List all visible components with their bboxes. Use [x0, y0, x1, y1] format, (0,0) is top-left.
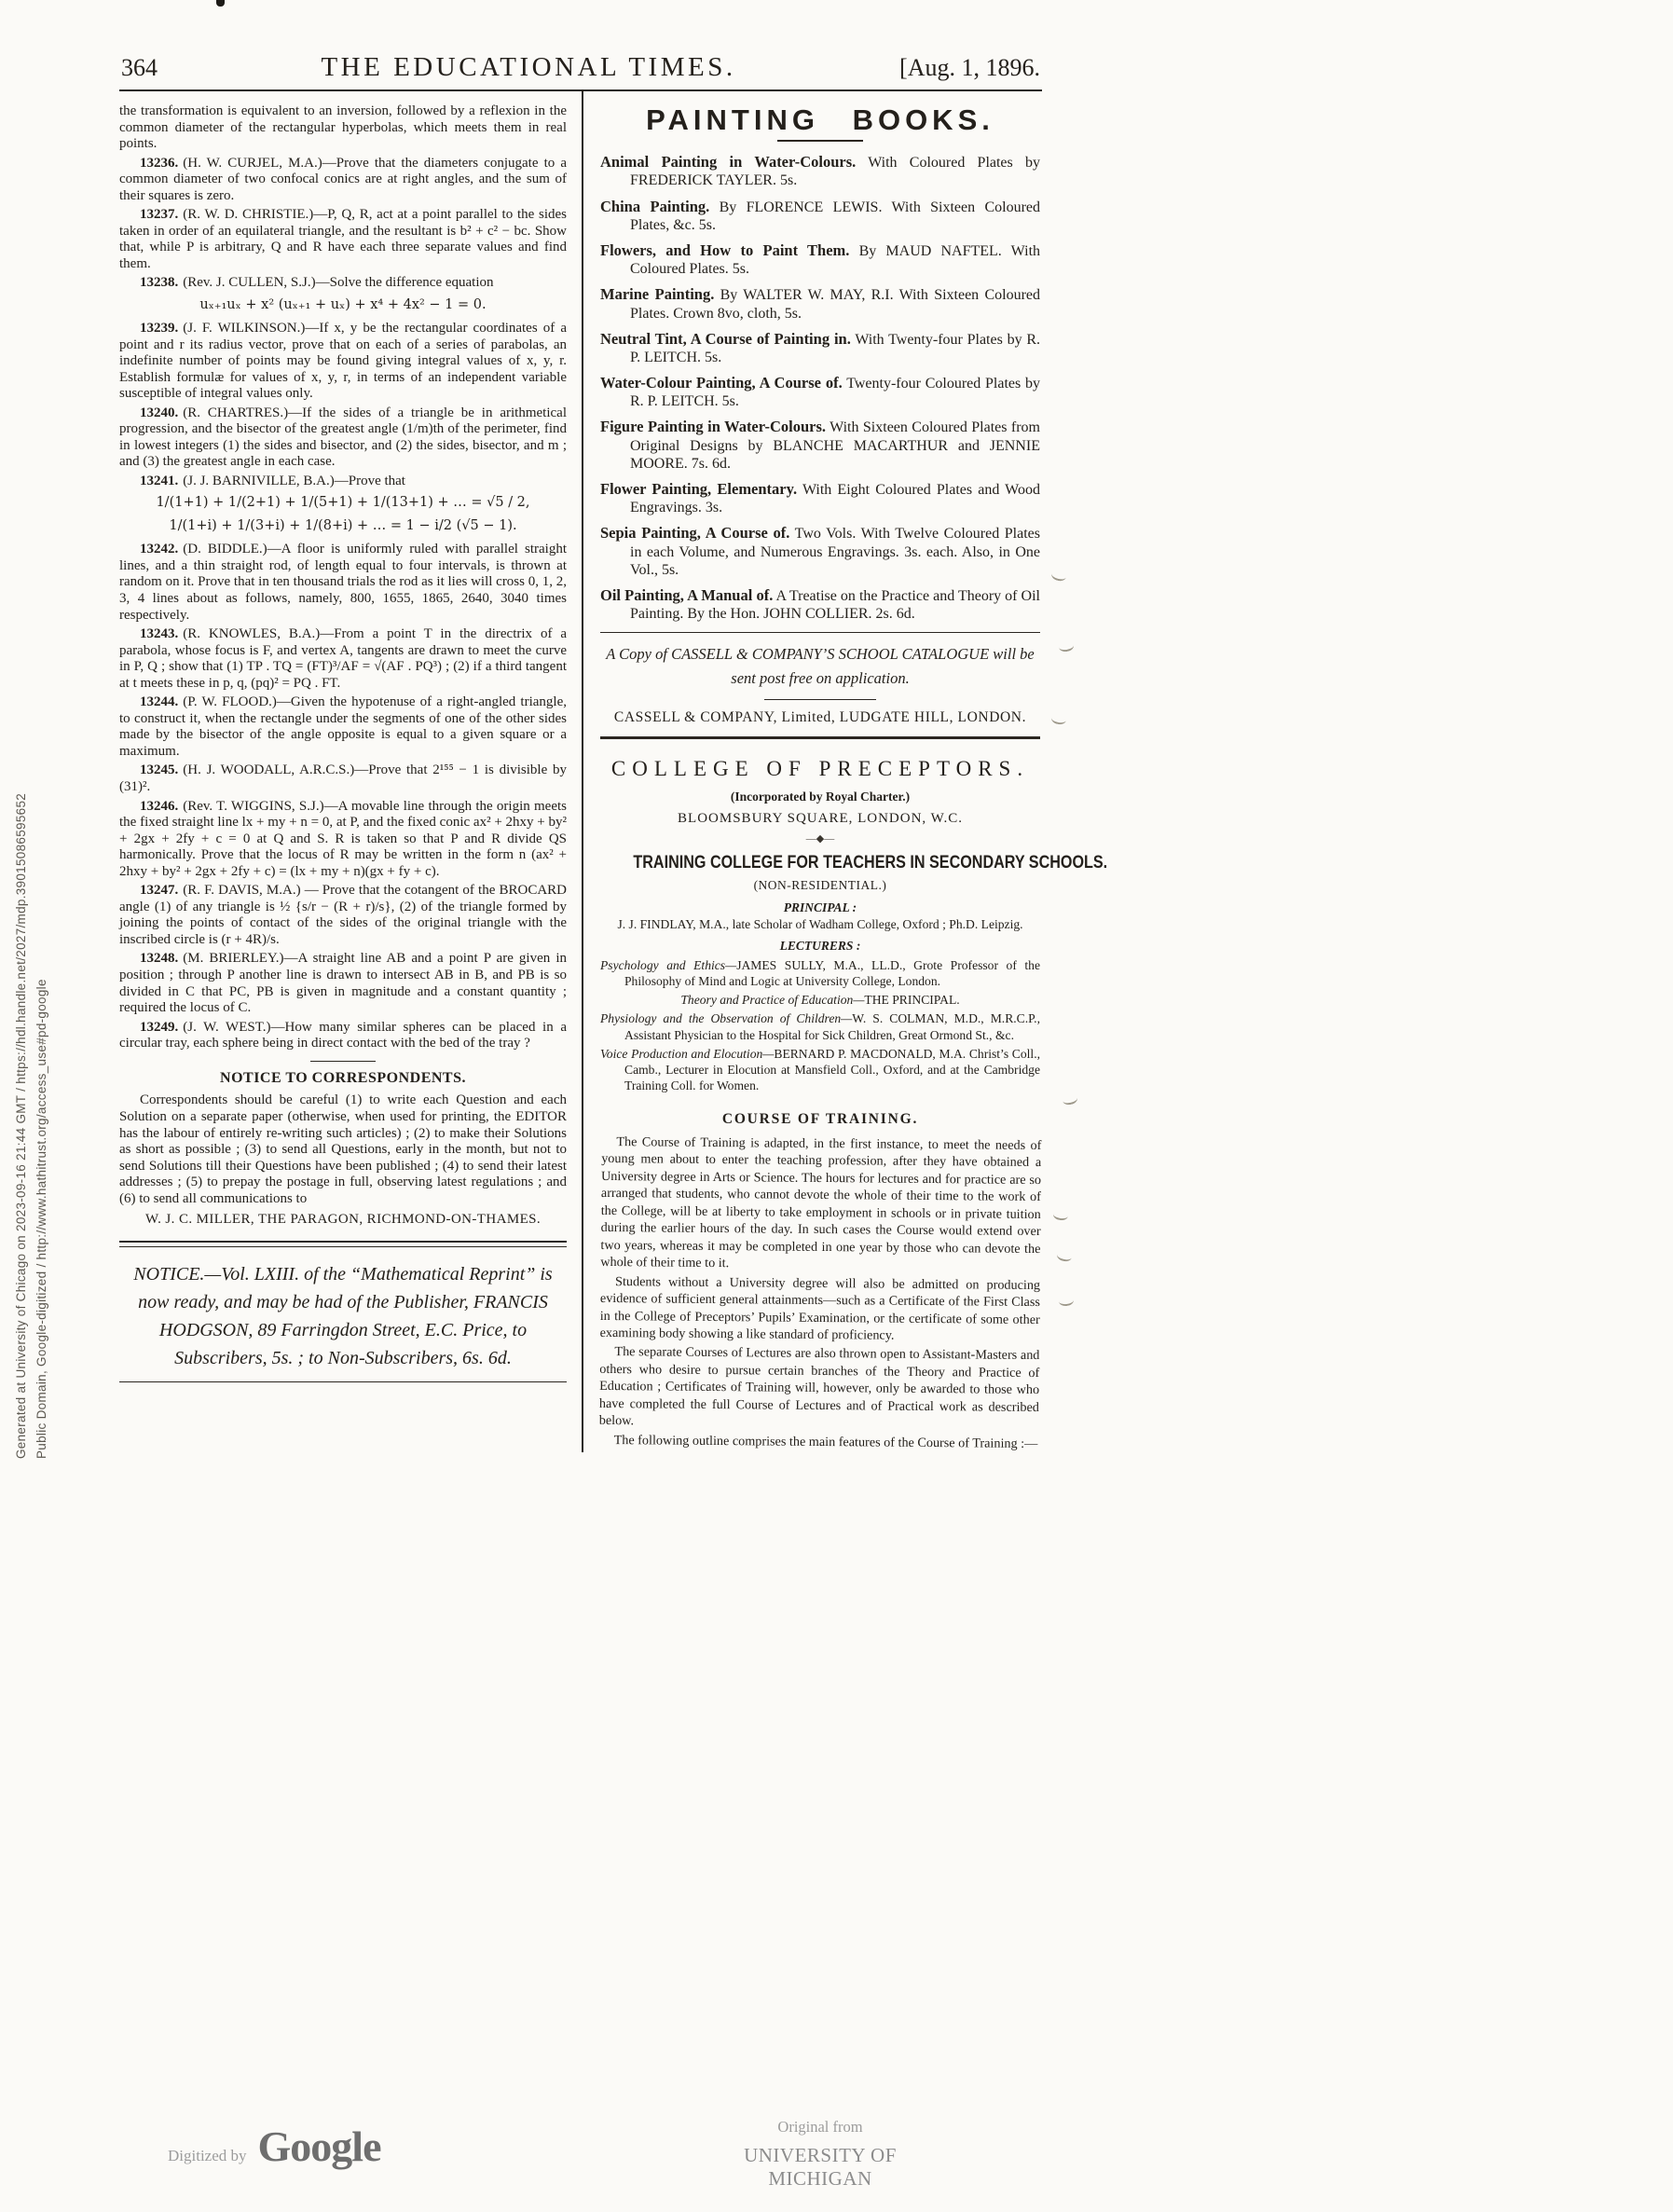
math-problem-block — [119, 1020, 567, 1052]
left-column — [119, 91, 583, 1452]
book-entry — [600, 285, 1040, 322]
book-title: Figure Painting in Water-Colours. — [600, 418, 827, 436]
problem-number: 13247. — [140, 883, 179, 899]
ink-mark — [1062, 1092, 1078, 1106]
ink-mark — [1056, 1249, 1073, 1262]
course-of-training-heading: COURSE OF TRAINING. — [721, 1110, 919, 1127]
problem-text: (D. BIDDLE.)—A floor is uniformly ruled with parallel straight lines, and a thin straight rod, of length equal to four intervals, is thrown at random on it. Prove that in ten thousand trials the rod as it lies will cross 0, 1, 2, 3, 4 lines about as follows, namely, 800, 1655, 1865, 2640, 3040 times respectively. — [119, 542, 567, 623]
problem-text: (J. W. WEST.)—How many similar spheres can be placed in a circular tray, each sphere being in direct contact with the bed of the tray ? — [119, 1019, 567, 1051]
ink-mark — [1058, 1295, 1074, 1307]
problem-text: the transformation is equivalent to an inversion, followed by a reflexion in the common diameter of the rectangular hyperbolas, which meets them in real points. — [119, 103, 567, 152]
ink-mark — [1052, 1209, 1068, 1221]
math-problem-block — [119, 883, 567, 948]
book-description: Twenty-four Coloured Plates by R. P. LEITCH. 5s. — [630, 376, 1040, 410]
lecturer-entry — [600, 957, 1040, 990]
course-paragraph: The following outline comprises the main features of the Course of Training :— — [613, 1433, 1038, 1452]
correspondents-text: Correspondents should be careful (1) to write each Question and each Solution on a separate paper (otherwise, when used for printing, the EDITOR has the labour of entirely re-writing such articles) ; (2) to make their Solutions as short as possible ; (3) to send all Questions, early in the month, but not to send Solutions till their Questions have been published ; (4) to send their latest addresses ; (5) to prepay the postage in full, observing latest regulations ; and (6) to send all communications to — [119, 1092, 567, 1206]
lecture-subject: Voice Production and Elocution— — [600, 1046, 775, 1061]
book-title: Animal Painting in Water-Colours. — [600, 153, 857, 172]
book-entry — [600, 330, 1040, 366]
principal-label: PRINCIPAL : — [783, 900, 857, 914]
math-problem-block — [119, 297, 567, 313]
lecturer-entry — [600, 992, 1040, 1008]
math-problem-block — [119, 321, 567, 403]
lecturer-entry — [600, 1010, 1040, 1043]
math-problem-block — [119, 405, 567, 471]
original-from-label: Original from — [777, 2118, 863, 2136]
issue-date: [Aug. 1, 1896. — [899, 54, 1040, 81]
math-problem-block — [119, 156, 567, 205]
non-residential-note: (NON-RESIDENTIAL.) — [753, 877, 887, 892]
gutter-line-generated: Generated at University of Chicago on 2023-09-16 21:44 GMT / https://hdl.handle.net/2027/mdp.39015086595652 — [14, 792, 28, 1459]
catalogue-note: A Copy of CASSELL & COMPANY’S SCHOOL CATALOGUE will be sent post free on application. — [606, 645, 1035, 687]
book-entry — [600, 524, 1040, 579]
course-paragraph: The Course of Training is adapted, in the first instance, to meet the needs of young men about to enter the teaching profession, after they have obtained a University degree in Arts or Science. The hours for lectures and for practice are so arranged that students, who cannot devote the whole of their time to the work of the College, will be at liberty to take employment in schools or in private tuition during the earlier hours of the day. In such cases the Course would extend over two years, whereas it may be completed in one year by those who can devote the whole of their time to it. — [600, 1134, 1042, 1271]
problem-text: 1/(1+i) + 1/(3+i) + 1/(8+i) + … = 1 − i/2 (√5 − 1). — [169, 518, 517, 534]
problem-text: (H. J. WOODALL, A.R.C.S.)—Prove that 2¹⁵⁵ − 1 is divisible by (31)². — [119, 763, 567, 794]
book-title: Neutral Tint, A Course of Painting in. — [600, 329, 851, 348]
painting-books-heading: PAINTING BOOKS. — [646, 103, 994, 136]
training-college-heading: TRAINING COLLEGE FOR TEACHERS IN SECONDARY SCHOOLS. — [633, 853, 1108, 872]
problem-text: (P. W. FLOOD.)—Given the hypotenuse of a right-angled triangle, to construct it, when the rectangle under the segments of one of the other sides made by the bisector of the angle opposite is equal to a given square or a maximum. — [119, 694, 567, 759]
lecturers-label: LECTURERS : — [779, 939, 861, 954]
problem-number: 13243. — [140, 626, 179, 642]
college-of-preceptors-ad — [598, 756, 1108, 1452]
google-logo: Google — [257, 2123, 381, 2170]
problem-text: (R. KNOWLES, B.A.)—From a point T in the directrix of a parabola, whose focus is F, and vertex A, tangents are drawn to meet the curve in P, Q ; show that (1) TP . TQ = (FT)³/AF = √(AF . PQ³) ; (2) if a third tangent at t meets these in p, q, (pq)² = PQ . FT. — [119, 626, 567, 691]
problem-number: 13242. — [140, 542, 179, 557]
provenance-watermark — [690, 2118, 951, 2191]
digitized-by-label: Digitized by — [168, 2147, 247, 2164]
problem-text: (R. F. DAVIS, M.A.) — Prove that the cotangent of the BROCARD angle (1) of any triangle is ½ {s/r − (R + r)/s}, (2) of the triangle formed by joining the points of contact of the sides of the original triangle with the inscribed circle is (r + 4R)/s. — [119, 883, 567, 947]
math-problem-block — [119, 799, 567, 881]
correspondents-heading: NOTICE TO CORRESPONDENTS. — [220, 1069, 466, 1086]
google-watermark — [168, 2122, 381, 2171]
lecture-subject: Psychology and Ethics— — [600, 957, 737, 972]
problem-number: 13236. — [140, 155, 179, 171]
bottom-rule — [119, 1381, 567, 1382]
page-number: 364 — [121, 54, 158, 81]
problem-text: uₓ₊₁uₓ + x² (uₓ₊₁ + uₓ) + x⁴ + 4x² − 1 = 0. — [199, 297, 487, 313]
math-problem-block — [119, 518, 567, 534]
math-problem-block — [119, 474, 567, 490]
math-problem-block — [119, 275, 567, 292]
problem-number: 13246. — [140, 798, 179, 814]
ornament-divider: —◆— — [805, 832, 835, 845]
problem-text: (Rev. J. CULLEN, S.J.)—Solve the difference equation — [183, 275, 494, 291]
institution-name: UNIVERSITY OF MICHIGAN — [744, 2144, 897, 2190]
problem-text: (Rev. T. WIGGINS, S.J.)—A movable line through the origin meets the fixed straight line lx + my + n = 0, at P, and the fixed conic ax² + 2hxy + by² + 2gx + 2fy + c = 0 at Q and S. R is taken so that P and R divide QS harmonically. Prove that the locus of R may be written in the form n (ax² + 2hxy + by² + 2gx + 2fy + c) = (lx + my + n)(gx + fy + c). — [119, 798, 567, 879]
course-paragraph: The separate Courses of Lectures are also thrown open to Assistant-Masters and others who desire to pursue certain branches of the Theory and Practice of Education ; Certificates of Training will, however, only be awarded to those who have completed the full Course of Lectures and of Practical work as described below. — [598, 1344, 1040, 1429]
masthead — [119, 52, 1042, 89]
math-problem-block — [119, 626, 567, 692]
lecture-subject: Theory and Practice of Education— — [680, 993, 865, 1008]
book-description: A Treatise on the Practice and Theory of Oil Painting. By the Hon. JOHN COLLIER. 2s. 6d. — [630, 587, 1040, 623]
problem-number: 13248. — [140, 951, 179, 967]
divider-rule-short — [764, 699, 876, 700]
book-entry — [600, 374, 1040, 410]
book-title: China Painting. — [600, 197, 710, 215]
book-description: With Twenty-four Plates by R. P. LEITCH. 5s. — [630, 331, 1041, 365]
book-title: Water-Colour Painting, A Course of. — [600, 374, 843, 392]
book-description: By FLORENCE LEWIS. With Sixteen Coloured Plates, &c. 5s. — [630, 199, 1040, 233]
correspondents-signature: W. J. C. MILLER, THE PARAGON, RICHMOND-ON-THAMES. — [144, 1212, 542, 1228]
problem-text: (J. F. WILKINSON.)—If x, y be the rectangular coordinates of a point and r its radius vector, prove that on each of a series of parabolas, an indefinite number of points may be found giving integral values of x, y, r. Establish formulæ for values of x, y, r, in terms of an independent variable susceptible of integral values only. — [119, 320, 567, 402]
book-entry — [600, 198, 1040, 234]
problem-number: 13238. — [140, 275, 179, 291]
lecture-subject: Physiology and the Observation of Children— — [600, 1011, 853, 1026]
book-title: Marine Painting. — [600, 285, 715, 304]
ink-mark — [1050, 569, 1067, 583]
book-entry — [600, 153, 1040, 189]
principal-name: J. J. FINDLAY, M.A., late Scholar of Wadham College, Oxford ; Ph.D. Leipzig. — [617, 917, 1023, 932]
problem-number: 13240. — [140, 405, 179, 420]
section-divider-rule — [310, 1061, 376, 1062]
right-column — [583, 91, 1108, 1452]
book-title: Flower Painting, Elementary. — [600, 480, 798, 498]
publisher-line: CASSELL & COMPANY, Limited, LUDGATE HILL, LONDON. — [613, 709, 1027, 726]
book-entry — [600, 480, 1040, 516]
book-entry — [600, 586, 1040, 623]
problem-text: (R. CHARTRES.)—If the sides of a triangle be in arithmetical progression, and the bisector of the greatest angle (1/m)th of the perimeter, find in lowest integers (1) the sides and bisector, and (2) the sides, bisector, and m ; and (3) the greatest angle in each case. — [119, 405, 567, 470]
problem-number: 13241. — [140, 473, 179, 488]
college-charter: (Incorporated by Royal Charter.) — [730, 789, 911, 804]
math-problem-block — [119, 495, 567, 511]
problem-text: (J. J. BARNIVILLE, B.A.)—Prove that — [183, 473, 405, 488]
problem-text: (H. W. CURJEL, M.A.)—Prove that the diameters conjugate to a common diameter of two confocal conics are at right angles, and the sum of their squares is zero. — [119, 155, 567, 203]
print-area — [119, 52, 1108, 1452]
problem-number: 13239. — [140, 320, 179, 336]
lecturer-entry — [600, 1046, 1040, 1094]
problem-number: 13245. — [140, 763, 179, 778]
book-title: Flowers, and How to Paint Them. — [600, 240, 850, 259]
reprint-notice: NOTICE.—Vol. LXIII. of the “Mathematical Reprint” is now ready, and may be had of the Publisher, FRANCIS HODGSON, 89 Farringdon Street, E.C. Price, to Subscribers, 5s. ; to Non-Subscribers, 6s. 6d. — [133, 1263, 553, 1368]
lecturer-name: JAMES SULLY, M.A., LL.D., Grote Professor of the Philosophy of Mind and Logic at University College, London. — [624, 957, 1040, 988]
math-problem-block — [119, 694, 567, 760]
journal-title: THE EDUCATIONAL TIMES. — [321, 52, 736, 82]
ink-mark — [1050, 713, 1067, 726]
book-title: Oil Painting, A Manual of. — [600, 585, 774, 604]
college-address: BLOOMSBURY SQUARE, LONDON, W.C. — [678, 810, 963, 826]
scan-artifact — [216, 0, 225, 7]
course-paragraph: Students without a University degree will also be admitted on producing evidence of sufficient general attainments—such as a Certificate of the First Class in the College of Preceptors’ Pupils’ Examination, or the certificate of some other examining body showing a like standard of proficiency. — [599, 1273, 1041, 1343]
book-entry — [600, 241, 1040, 278]
two-column-layout — [119, 89, 1108, 1452]
gutter-metadata — [11, 793, 52, 1459]
problem-number: 13237. — [140, 207, 179, 223]
book-description: By MAUD NAFTEL. With Coloured Plates. 5s. — [630, 242, 1041, 278]
book-description: With Eight Coloured Plates and Wood Engravings. 3s. — [630, 482, 1040, 516]
divider-rule — [600, 632, 1040, 633]
problem-text: (R. W. D. CHRISTIE.)—P, Q, R, act at a point parallel to the sides taken in order of an equilateral triangle, and the resultant is b² + c² − bc. Show that, while P is arbitrary, Q and R have each three separate values and find them. — [119, 207, 567, 271]
problem-number: 13244. — [140, 694, 179, 710]
book-description: Two Vols. With Twelve Coloured Plates in each Volume, and Numerous Engravings. 3s. each. Also, in One Vol., 5s. — [630, 526, 1041, 578]
math-problem-block — [119, 763, 567, 795]
math-problem-block — [119, 542, 567, 624]
problem-number: 13249. — [140, 1019, 179, 1035]
book-description: With Sixteen Coloured Plates from Original Designs by BLANCHE MACARTHUR and JENNIE MOORE. 7s. 6d. — [630, 419, 1040, 472]
ink-mark — [1058, 640, 1074, 653]
book-entry — [600, 418, 1040, 473]
book-title: Sepia Painting, A Course of. — [600, 524, 790, 543]
math-problem-block — [119, 103, 567, 153]
lecturer-name: BERNARD P. MACDONALD, M.A. Christ’s Coll., Camb., Lecturer in Elocution at Mansfield Coll., Oxford, and at the Cambridge Training Coll. for Women. — [624, 1046, 1040, 1093]
college-name: COLLEGE OF PRECEPTORS. — [610, 757, 1030, 781]
course-description — [599, 1133, 1042, 1452]
book-description: With Coloured Plates by FREDERICK TAYLER. 5s. — [630, 155, 1040, 189]
book-description: By WALTER W. MAY, R.I. With Sixteen Coloured Plates. Crown 8vo, cloth, 5s. — [630, 287, 1040, 322]
section-rule — [600, 736, 1040, 739]
heading-rule — [777, 140, 863, 142]
math-problem-block — [119, 207, 567, 272]
gutter-line-public-domain: Public Domain, Google-digitized / http://www.hathitrust.org/access_use#pd-google — [34, 979, 48, 1459]
problem-text: (M. BRIERLEY.)—A straight line AB and a point P are given in position ; through P another line is drawn to intersect AB in B, and PB is so divided in C that PC, PB is given in magnitude and a constant quantity ; required the locus of C. — [119, 951, 567, 1016]
lecturer-name: W. S. COLMAN, M.D., M.R.C.P., Assistant Physician to the Hospital for Sick Children, Great Ormond St., &c. — [624, 1011, 1040, 1042]
problem-text: 1/(1+1) + 1/(2+1) + 1/(5+1) + 1/(13+1) + … = √5 / 2, — [156, 495, 530, 511]
lecturer-name: THE PRINCIPAL. — [864, 993, 960, 1008]
double-rule — [119, 1241, 567, 1247]
math-problem-block — [119, 951, 567, 1016]
